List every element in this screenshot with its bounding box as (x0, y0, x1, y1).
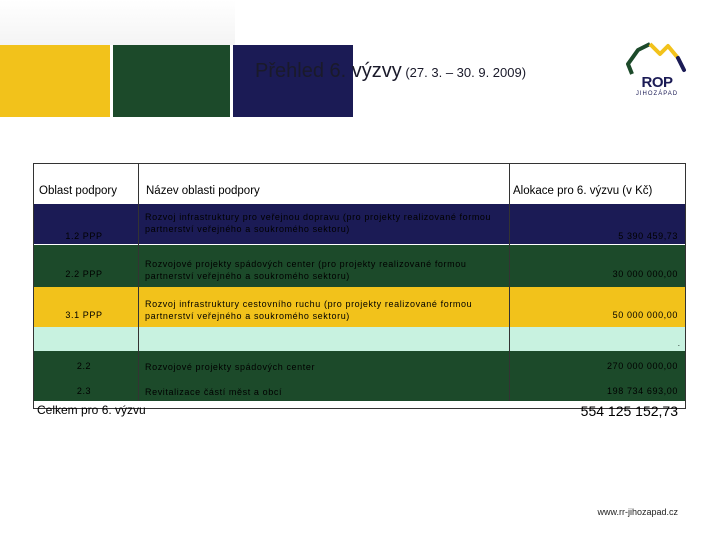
row-name: Revitalizace částí měst a obcí (145, 387, 283, 397)
total-label: Celkem pro 6. výzvu (37, 403, 146, 417)
row-code: 2.3 (76, 386, 92, 396)
row-code: 1.2 PPP (65, 231, 103, 241)
row-name: Rozvoj infrastruktury cestovního ruchu (pro projekty realizované formou partnerství veřejného a soukromého sektoru) (145, 299, 473, 321)
header-green-block (113, 45, 230, 117)
row-code: 2.2 PPP (65, 269, 103, 279)
logo-subtitle: JIHOZÁPAD (635, 91, 679, 97)
row-name: Rozvojové projekty spádových center (pro projekty realizované formou partnerství veřejného a soukromého sektoru) (145, 259, 467, 281)
table-spacer-row (34, 327, 685, 351)
header-yellow-block (0, 45, 110, 117)
total-value: 554 125 152,73 (580, 403, 678, 419)
row-amount: 50 000 000,00 (612, 310, 678, 320)
page-title (255, 60, 615, 90)
row-amount: 198 734 693,00 (607, 386, 678, 396)
header-name: Název oblasti podpory (146, 185, 260, 197)
column-divider (138, 163, 139, 401)
row-name: Rozvojové projekty spádových center (145, 362, 316, 372)
spacer-text: . (677, 339, 680, 348)
allocation-table (33, 163, 686, 409)
row-name: Rozvoj infrastruktury pro veřejnou dopravu (pro projekty realizované formou partnerství veřejného a soukromého sektoru) (145, 212, 492, 234)
row-amount: 5 390 459,73 (618, 231, 678, 241)
header-fade (0, 0, 235, 45)
title-main: Přehled 6. výzvy (255, 60, 402, 82)
header-area: Oblast podpory (39, 185, 117, 197)
logo-text: ROP (641, 74, 673, 91)
footer-url: www.rr-jihozapad.cz (597, 507, 678, 517)
header-allocation: Alokace pro 6. výzvu (v Kč) (513, 185, 653, 197)
row-amount: 270 000 000,00 (607, 361, 678, 371)
column-divider (509, 163, 510, 401)
row-code: 2.2 (76, 361, 92, 371)
row-amount: 30 000 000,00 (612, 269, 678, 279)
row-code: 3.1 PPP (65, 310, 103, 320)
title-dates: (27. 3. – 30. 9. 2009) (401, 65, 527, 80)
